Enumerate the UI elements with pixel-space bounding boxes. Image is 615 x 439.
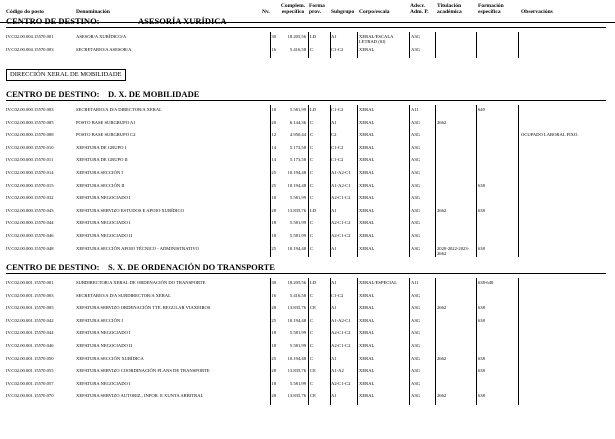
cell-niv: 28 [271,305,276,311]
header-observacions: Observacións [521,9,553,15]
cell-adscr: A3G [411,195,420,201]
cell-denominacion: SECRETARIO/A ASESOR/A [76,46,132,52]
column-rule [476,105,477,257]
cell-corpo: XERAL [359,355,375,361]
cell-corpo: XERAL [359,343,375,348]
cell-complem: 13.835,76 [287,368,306,374]
cell-codigo: IV.C02.00.000.15570.015 [6,182,54,188]
cell-subgrupo: A1-A2-C1 [331,170,351,175]
cell-adscr: A3G [411,330,420,336]
cell-codigo: IV.C02.00.004.15570.003 [6,46,54,52]
cell-complem: 5.173,58 [289,157,306,163]
cell-forma: C [310,132,314,138]
cell-titulacion: 2662 [437,393,447,399]
cell-denominacion: XEFATURA SECCIÓN APOIO TÉCNICO - ADMINISTRATIVO [76,245,199,251]
cell-subgrupo: C1-C2 [331,46,344,52]
cell-niv: 25 [271,245,276,251]
cell-denominacion: XEFATURA SERVIZO AUTORIZ., INFOR. E XUNTA ARBITRAL [76,393,204,399]
cell-forma: LD [310,207,317,213]
cell-adscr: A3G [411,380,420,386]
cell-corpo: XERAL [359,107,375,112]
cell-denominacion: SUBDIRECTOR/A XERAL DE ORDENACIÓN DO TRANSPORTE [76,280,206,285]
cell-corpo: XERAL [359,207,375,213]
cell-subgrupo: C2 [331,132,337,138]
cell-denominacion: XEFATURA SECCIÓN XURÍDICA [76,355,144,361]
cell-denominacion: XEFATURA SECCIÓN II [76,182,125,188]
section-separator [6,100,606,101]
cell-codigo: IV.C02.00.001.15570.055 [6,368,54,374]
cell-forma: C [310,119,314,125]
cell-forma: LD [310,280,317,285]
column-rule [308,105,309,257]
cell-corpo: XERAL [359,233,375,238]
cell-forma: CE [310,393,316,399]
cell-forma: C [310,46,314,52]
cell-complem: 5.416,58 [289,46,306,52]
header-complem: Complem. específico [280,3,306,15]
cell-codigo: IV.C02.00.001.15570.057 [6,380,54,386]
cell-codigo: IV.C02.00.000.15570.005 [6,119,54,125]
cell-observacions: OCUPADO LABORAL FIXO. [521,132,579,138]
cell-niv: 30 [271,34,276,39]
cell-corpo: XERAL [359,170,375,175]
cell-subgrupo: A1 [331,245,337,251]
section-title: ASESORÍA XURÍDICA [138,16,227,26]
header-adscr: Adscr. Adm. P. [410,3,429,15]
column-rule [518,105,519,257]
cell-titulacion: 2662 [437,207,447,213]
cell-denominacion: XEFATURA NEGOCIADO I [76,330,131,336]
cell-codigo: IV.C02.00.000.15570.046 [6,233,54,238]
cell-adscr: A3G [411,368,420,374]
cell-denominacion: XEFATURA SERVIZO COORDINACIÓN PLANS DE TRANSPORTE [76,368,210,374]
section-title: D. X. DE MOBILIDADE [108,89,200,99]
cell-adscr: A3G [411,233,420,238]
cell-niv: 25 [271,355,276,361]
cell-complem: 5.581,99 [289,330,306,336]
cell-titulacion: 2020-2022-2023-2662 [437,245,470,256]
cell-titulacion: 2662 [437,355,447,361]
cell-niv: 28 [271,368,276,374]
section-label: CENTRO DE DESTINO: [6,16,100,26]
cell-niv: 28 [271,207,276,213]
cell-codigo: IV.C02.00.000.15570.044 [6,220,54,226]
cell-formacion: 638 [478,355,485,361]
cell-denominacion: XEFATURA NEGOCIADO I [76,220,131,226]
cell-complem: 18.205,56 [287,280,306,285]
cell-codigo: IV.C02.00.001.15570.044 [6,330,54,336]
cell-denominacion: XEFATURA NEGOCIADO II [76,233,133,238]
cell-complem: 5.173,58 [289,144,306,150]
cell-forma: C [310,355,314,361]
column-rule [357,32,358,58]
cell-formacion: 638 [478,245,485,251]
cell-complem: 5.416,58 [289,292,306,298]
cell-adscr: A3G [411,317,420,323]
cell-subgrupo: A2-C1-C2 [331,195,351,201]
cell-formacion: 638 [478,182,485,188]
cell-niv: 25 [271,182,276,188]
header-titulacion: Titulación académica [437,3,462,15]
cell-denominacion: SECRETARIO/A D/A SUBDIRECTOR/A XERAL [76,292,171,298]
cell-denominacion: XEFATURA NEGOCIADO II [76,343,133,348]
cell-denominacion: XEFATURA SERVIZO ESTUDOS E APOIO XURÍDICO [76,207,184,213]
cell-subgrupo: A1 [331,119,337,125]
cell-forma: C [310,233,314,238]
cell-codigo: IV.C02.00.001.15570.001 [6,280,54,285]
cell-corpo: XERAL [359,132,375,138]
cell-codigo: IV.C02.00.001.15570.042 [6,317,54,323]
cell-complem: 6.144,36 [289,119,306,125]
column-rule [330,105,331,257]
cell-formacion: 638-640 [478,280,494,285]
cell-codigo: IV.C02.00.004.15570.001 [6,34,54,39]
cell-niv: 16 [271,292,276,298]
section-label: CENTRO DE DESTINO: [6,89,100,99]
column-rule [409,105,410,257]
cell-niv: 30 [271,280,276,285]
cell-forma: LD [310,34,317,39]
column-rule [518,278,519,405]
cell-corpo: XERAL [359,317,375,323]
cell-adscr: A3G [411,170,420,175]
cell-complem: 5.581,99 [289,380,306,386]
cell-complem: 4.950,44 [289,132,306,138]
cell-denominacion: XEFATURA SECCIÓN I [76,170,123,175]
cell-adscr: A3G [411,393,420,399]
header-forma: Forma prov. [309,3,325,15]
cell-complem: 5.581,99 [289,220,306,226]
column-rule [409,32,410,58]
cell-corpo: XERAL [359,46,375,52]
cell-codigo: IV.C02.00.001.15570.050 [6,355,54,361]
column-rule [357,278,358,405]
cell-forma: C [310,330,314,336]
cell-subgrupo: A2-C1-C2 [331,380,351,386]
cell-corpo: XERAL/ESCALA LETRAD (SI) [359,34,394,44]
cell-adscr: A11 [411,280,419,285]
cell-forma: C [310,195,314,201]
cell-forma: LD [310,107,317,112]
cell-titulacion: 2662 [437,305,447,311]
cell-codigo: IV.C02.00.001.15570.070 [6,393,54,399]
cell-codigo: IV.C02.00.000.15570.032 [6,195,54,201]
cell-forma: C [310,292,314,298]
cell-adscr: A3G [411,182,420,188]
header-formacion: Formación específica [478,3,504,15]
cell-denominacion: XEFATURA SECCIÓN I [76,317,123,323]
cell-denominacion: XEFATURA SERVIZO ORDENACIÓN TTE. REGULAR VIAXEIROS [76,305,211,311]
cell-corpo: XERAL [359,368,375,374]
cell-complem: 10.194,48 [287,317,306,323]
cell-forma: C [310,157,314,163]
cell-titulacion: 2662 [437,119,447,125]
cell-corpo: XERAL [359,144,375,150]
column-rule [270,278,271,405]
cell-niv: 18 [271,330,276,336]
cell-niv: 20 [271,119,276,125]
cell-niv: 14 [271,157,276,163]
cell-subgrupo: C1-C2 [331,144,344,150]
cell-codigo: IV.C02.00.001.15570.046 [6,343,54,348]
cell-subgrupo: A1-A2 [331,368,344,374]
column-rule [270,32,271,58]
cell-complem: 18.205,56 [287,34,306,39]
cell-codigo: IV.C02.00.000.15570.010 [6,144,54,150]
header-corpo: Corpo/escala [359,9,390,15]
cell-denominacion: ASESOR/A XURÍDICO/A [76,34,127,39]
section-title: S. X. DE ORDENACIÓN DO TRANSPORTE [108,262,275,272]
cell-subgrupo: A1 [331,305,337,311]
cell-complem: 13.835,76 [287,305,306,311]
cell-adscr: A3G [411,34,420,39]
column-rule [308,278,309,405]
cell-formacion: 638 [478,393,485,399]
cell-subgrupo: A1 [331,280,337,285]
cell-niv: 25 [271,170,276,175]
cell-formacion: 638 [478,368,485,374]
cell-forma: CE [310,368,316,374]
cell-corpo: XERAL [359,157,375,163]
cell-subgrupo: A2-C1-C2 [331,343,351,348]
cell-subgrupo: C1-C2 [331,107,344,112]
cell-subgrupo: A1 [331,207,337,213]
cell-subgrupo: A2-C1-C2 [331,233,351,238]
cell-complem: 10.194,48 [287,245,306,251]
cell-adscr: A3G [411,305,420,311]
cell-corpo: XERAL [359,330,375,336]
cell-denominacion: XEFATURA DE GRUPO II [76,157,128,163]
cell-corpo: XERAL [359,305,375,311]
cell-codigo: IV.C02.00.001.15570.003 [6,292,54,298]
cell-forma: C [310,380,314,386]
cell-codigo: IV.C02.00.000.15570.048 [6,245,54,251]
cell-denominacion: SECRETARIO/A D/A DIRECTOR/A XERAL [76,107,162,112]
cell-niv: 18 [271,220,276,226]
column-rule [308,32,309,58]
cell-formacion: 638 [478,317,485,323]
column-rule [330,278,331,405]
cell-adscr: A3G [411,144,420,150]
cell-adscr: A3G [411,119,420,125]
cell-codigo: IV.C02.00.000.15570.011 [6,157,54,163]
column-rule [357,105,358,257]
cell-codigo: IV.C02.00.000.15570.003 [6,107,54,112]
cell-subgrupo: A1 [331,34,337,39]
header-denominacion: Denominación [76,9,110,15]
column-rule [435,105,436,257]
cell-subgrupo: A1 [331,355,337,361]
cell-subgrupo: A1-A2-C1 [331,317,351,323]
cell-niv: 28 [271,393,276,399]
cell-formacion: 638 [478,305,485,311]
center-name-box: DIRECCIÓN XERAL DE MOBILIDADE [6,69,126,81]
section-separator [6,273,606,274]
cell-adscr: A3G [411,343,420,348]
cell-forma: C [310,144,314,150]
cell-niv: 16 [271,46,276,52]
cell-subgrupo: C1-C2 [331,292,344,298]
cell-niv: 12 [271,132,276,138]
section-label: CENTRO DE DESTINO: [6,262,100,272]
cell-denominacion: POSTO BASE SUBGRUPO A1 [76,119,136,125]
cell-complem: 5.581,99 [289,195,306,201]
cell-corpo: XERAL [359,220,375,226]
cell-complem: 13.835,76 [287,207,306,213]
cell-corpo: XERAL [359,119,375,125]
column-rule [476,32,477,58]
header-subgrupo: Subgrupo [331,9,355,15]
cell-forma: C [310,317,314,323]
cell-adscr: A3G [411,157,420,163]
cell-corpo: XERAL [359,292,375,298]
cell-forma: C [310,170,314,175]
cell-adscr: A3G [411,245,420,251]
cell-complem: 13.835,76 [287,393,306,399]
cell-forma: CE [310,305,316,311]
cell-codigo: IV.C02.00.001.15570.005 [6,305,54,311]
cell-formacion: 638 [478,207,485,213]
cell-forma: C [310,182,314,188]
cell-codigo: IV.C02.00.000.15570.014 [6,170,54,175]
cell-niv: 18 [271,343,276,348]
cell-denominacion: XEFATURA NEGOCIADO I [76,380,131,386]
column-rule [435,32,436,58]
column-rule [330,32,331,58]
cell-denominacion: POSTO BASE SUBGRUPO C2 [76,132,136,138]
cell-forma: C [310,220,314,226]
cell-denominacion: XEFATURA DE GRUPO I [76,144,127,150]
cell-complem: 10.194,48 [287,182,306,188]
cell-formacion: 640 [478,107,485,112]
cell-subgrupo: A2-C1-C2 [331,220,351,226]
cell-codigo: IV.C02.00.000.15570.008 [6,132,54,138]
cell-forma: C [310,343,314,348]
cell-niv: 18 [271,195,276,201]
cell-complem: 10.194,48 [287,355,306,361]
column-rule [270,105,271,257]
cell-niv: 18 [271,380,276,386]
cell-corpo: XERAL [359,195,375,201]
column-rule [518,32,519,58]
cell-subgrupo: A1 [331,393,337,399]
column-rule [409,278,410,405]
cell-adscr: A3G [411,132,420,138]
cell-corpo: XERAL [359,245,375,251]
cell-corpo: XERAL [359,380,375,386]
cell-niv: 18 [271,233,276,238]
cell-adscr: A11 [411,107,419,112]
cell-adscr: A3G [411,355,420,361]
column-rule [435,278,436,405]
cell-complem: 5.581,99 [289,107,306,112]
cell-complem: 5.581,99 [289,343,306,348]
header-codigo: Código do posto [6,9,44,15]
cell-niv: 25 [271,317,276,323]
cell-adscr: A3G [411,207,420,213]
cell-niv: 18 [271,107,276,112]
cell-denominacion: XEFATURA NEGOCIADO I [76,195,131,201]
cell-subgrupo: A1-A2-C1 [331,182,351,188]
cell-corpo: XERAL/ESPECIAL [359,280,398,285]
cell-forma: C [310,245,314,251]
cell-codigo: IV.C02.00.000.15570.043 [6,207,54,213]
column-rule [476,278,477,405]
cell-subgrupo: A2-C1-C2 [331,330,351,336]
cell-subgrupo: C1-C2 [331,157,344,163]
header-niv: Nv. [262,9,270,15]
cell-complem: 5.581,99 [289,233,306,238]
cell-niv: 14 [271,144,276,150]
cell-adscr: A3G [411,292,420,298]
cell-adscr: A3G [411,46,420,52]
cell-adscr: A3G [411,220,420,226]
cell-corpo: XERAL [359,393,375,399]
section-separator [6,27,606,28]
cell-corpo: XERAL [359,182,375,188]
cell-complem: 10.194,48 [287,170,306,175]
